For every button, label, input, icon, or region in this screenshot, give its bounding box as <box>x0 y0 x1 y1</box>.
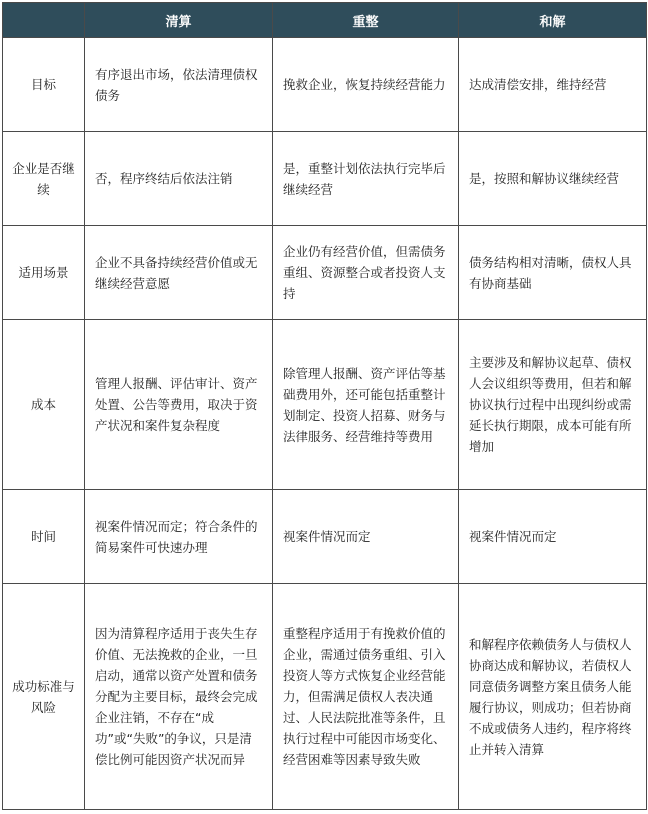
table-row <box>3 584 647 810</box>
row-label: 时间 <box>3 490 85 584</box>
table-cell: 视案件情况而定 <box>459 490 647 584</box>
table-cell: 和解程序依赖债务人与债权人协商达成和解协议，若债权人同意债务调整方案且债务人能履行协议，则成功；但若协商不成或债务人违约，程序将终止并转入清算 <box>459 584 647 810</box>
table-cell: 是，重整计划依法执行完毕后继续经营 <box>273 132 459 226</box>
header-reorganization: 重整 <box>273 3 459 38</box>
table-cell: 视案件情况而定；符合条件的简易案件可快速办理 <box>85 490 273 584</box>
table-cell: 重整程序适用于有挽救价值的企业，需通过债务重组、引入投资人等方式恢复企业经营能力，但需满足债权人表决通过、人民法院批准等条件，且执行过程中可能因市场变化、经营困难等因素导致失败 <box>273 584 459 810</box>
table-cell: 有序退出市场，依法清理债权债务 <box>85 38 273 132</box>
table-cell: 是，按照和解协议继续经营 <box>459 132 647 226</box>
table-cell: 视案件情况而定 <box>273 490 459 584</box>
table-cell: 企业不具备持续经营价值或无继续经营意愿 <box>85 226 273 320</box>
table-cell: 企业仍有经营价值，但需债务重组、资源整合或者投资人支持 <box>273 226 459 320</box>
table-cell: 主要涉及和解协议起草、债权人会议组织等费用，但若和解协议执行过程中出现纠纷或需延长执行期限，成本可能有所增加 <box>459 320 647 490</box>
table-row <box>3 490 647 584</box>
header-liquidation: 清算 <box>85 3 273 38</box>
header-settlement: 和解 <box>459 3 647 38</box>
table-row <box>3 226 647 320</box>
row-label: 成功标准与风险 <box>3 584 85 810</box>
table-row <box>3 132 647 226</box>
row-label: 成本 <box>3 320 85 490</box>
table-cell: 债务结构相对清晰，债权人具有协商基础 <box>459 226 647 320</box>
table-cell: 除管理人报酬、资产评估等基础费用外，还可能包括重整计划制定、投资人招募、财务与法律服务、经营维持等费用 <box>273 320 459 490</box>
table-cell: 挽救企业，恢复持续经营能力 <box>273 38 459 132</box>
table-cell: 否，程序终结后依法注销 <box>85 132 273 226</box>
table-cell: 管理人报酬、评估审计、资产处置、公告等费用，取决于资产状况和案件复杂程度 <box>85 320 273 490</box>
header-blank <box>3 3 85 38</box>
comparison-table <box>2 2 647 810</box>
table-row <box>3 320 647 490</box>
comparison-table-container <box>2 2 646 812</box>
table-row <box>3 38 647 132</box>
header-row <box>3 3 647 38</box>
row-label: 适用场景 <box>3 226 85 320</box>
table-cell: 因为清算程序适用于丧失生存价值、无法挽救的企业，一旦启动，通常以资产处置和债务分配为主要目标，最终会完成企业注销，不存在“成功”或“失败”的争议，只是清偿比例可能因资产状况而异 <box>85 584 273 810</box>
row-label: 目标 <box>3 38 85 132</box>
table-cell: 达成清偿安排，维持经营 <box>459 38 647 132</box>
row-label: 企业是否继续 <box>3 132 85 226</box>
